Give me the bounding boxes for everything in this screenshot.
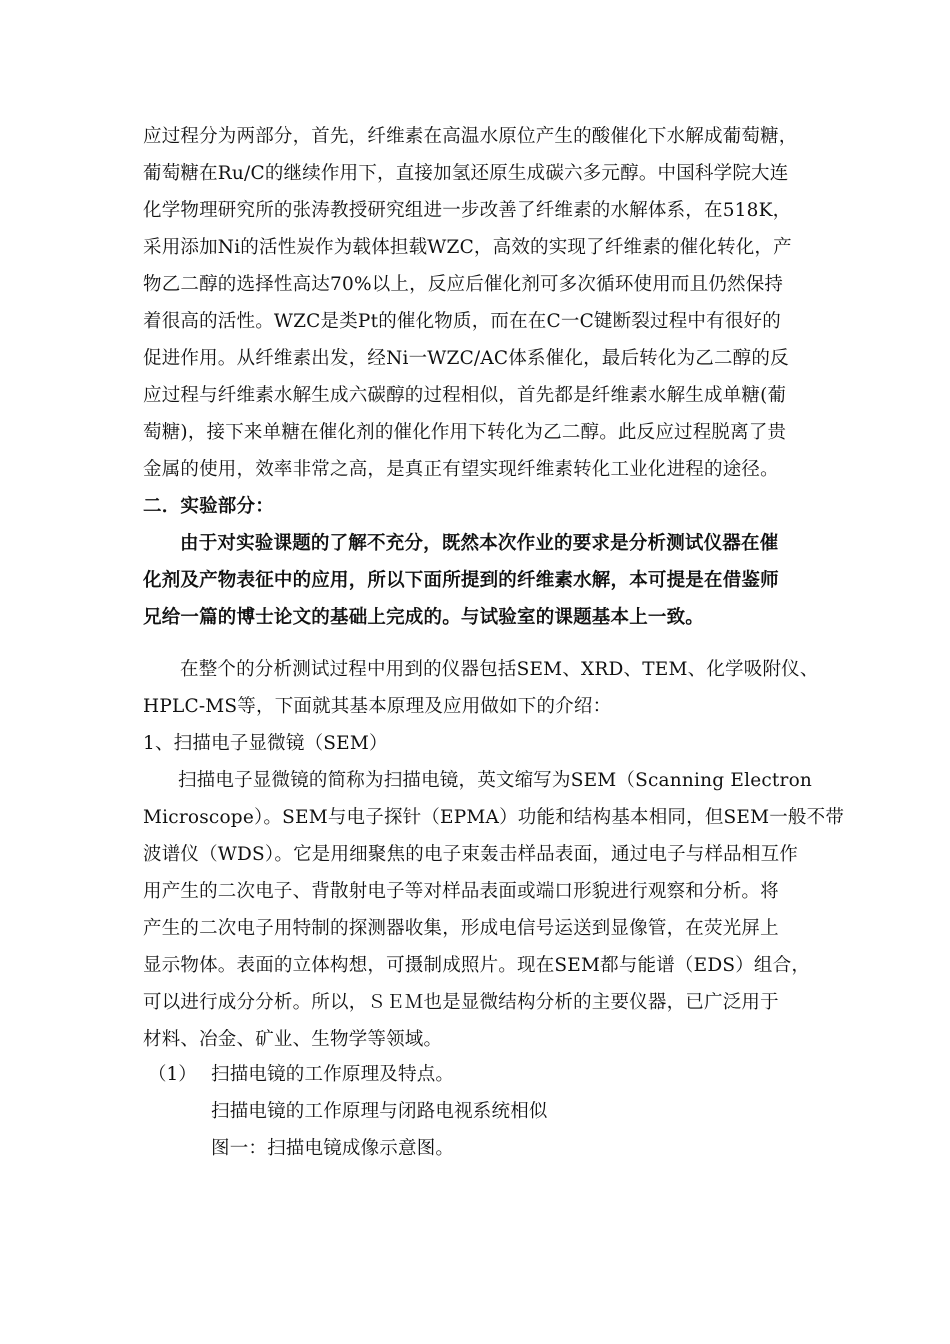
- para3-line-7: 可以进行成分分析。所以，ＳＥＭ也是显微结构分析的主要仪器，已广泛用于: [143, 992, 779, 1013]
- para2-line-1: 在整个的分析测试过程中用到的仪器包括SEM、XRD、TEM、化学吸附仪、: [180, 659, 819, 680]
- para3-line-1: 扫描电子显微镜的简称为扫描电镜，英文缩写为SEM（Scanning Electron: [178, 770, 813, 791]
- para1-line-4: 采用添加Ni的活性炭作为载体担载WZC，高效的实现了纤维素的催化转化，产: [143, 237, 792, 258]
- para3-line-2: Microscope）。SEM与电子探针（EPMA）功能和结构基本相同，但SEM一般不带: [143, 807, 845, 828]
- section-heading: 二．实验部分：: [143, 496, 274, 517]
- para1-line-5: 物乙二醇的选择性高达70%以上，反应后催化剂可多次循环使用而且仍然保持: [143, 274, 784, 295]
- para1-line-8: 应过程与纤维素水解生成六碳醇的过程相似，首先都是纤维素水解生成单糖(葡: [143, 385, 787, 406]
- para1-line-7: 促进作用。从纤维素出发，经Ni一WZC/AC体系催化，最后转化为乙二醇的反: [143, 348, 789, 369]
- para1-line-6: 着很高的活性。WZC是类Pt的催化物质，而在在C一C键断裂过程中有很好的: [143, 311, 781, 332]
- para3-line-5: 产生的二次电子用特制的探测器收集，形成电信号运送到显像管，在荧光屏上: [143, 918, 779, 939]
- para3-line-6: 显示物体。表面的立体构想，可摄制成照片。现在SEM都与能谱（EDS）组合，: [143, 955, 811, 976]
- para1-line-1: 应过程分为两部分，首先，纤维素在高温水原位产生的酸催化下水解成葡萄糖，: [143, 126, 798, 147]
- bold-para-line-1: 由于对实验课题的了解不充分，既然本次作业的要求是分析测试仪器在催: [180, 533, 779, 554]
- para1-line-3: 化学物理研究所的张涛教授研究组进一步改善了纤维素的水解体系，在518K，: [143, 200, 792, 221]
- item-title: 扫描电镜的工作原理及特点。: [211, 1064, 455, 1085]
- para1-line-2: 葡萄糖在Ru/C的继续作用下，直接加氢还原生成碳六多元醇。中国科学院大连: [143, 163, 789, 184]
- para2-line-2: HPLC-MS等，下面就其基本原理及应用做如下的介绍：: [143, 696, 612, 717]
- para1-line-10: 金属的使用，效率非常之高，是真正有望实现纤维素转化工业化进程的途径。: [143, 459, 779, 480]
- list-marker: （1）: [148, 1064, 197, 1085]
- para3-line-4: 用产生的二次电子、背散射电子等对样品表面或端口形貌进行观察和分析。将: [143, 881, 779, 902]
- bold-para-line-2: 化剂及产物表征中的应用，所以下面所提到的纤维素水解，本可提是在借鉴师: [143, 570, 779, 591]
- item-line-2: 扫描电镜的工作原理与闭路电视系统相似: [211, 1101, 548, 1122]
- bold-para-line-3: 兄给一篇的博士论文的基础上完成的。与试验室的课题基本上一致。: [143, 607, 705, 628]
- para3-line-3: 波谱仪（WDS）。它是用细聚焦的电子束轰击样品表面，通过电子与样品相互作: [143, 844, 798, 865]
- para3-line-8: 材料、冶金、矿业、生物学等领域。: [143, 1029, 443, 1050]
- para1-line-9: 萄糖)，接下来单糖在催化剂的催化作用下转化为乙二醇。此反应过程脱离了贵: [143, 422, 787, 443]
- figure-caption: 图一：扫描电镜成像示意图。: [211, 1138, 455, 1159]
- subsection-heading: 1、扫描电子显微镜（SEM）: [143, 733, 388, 754]
